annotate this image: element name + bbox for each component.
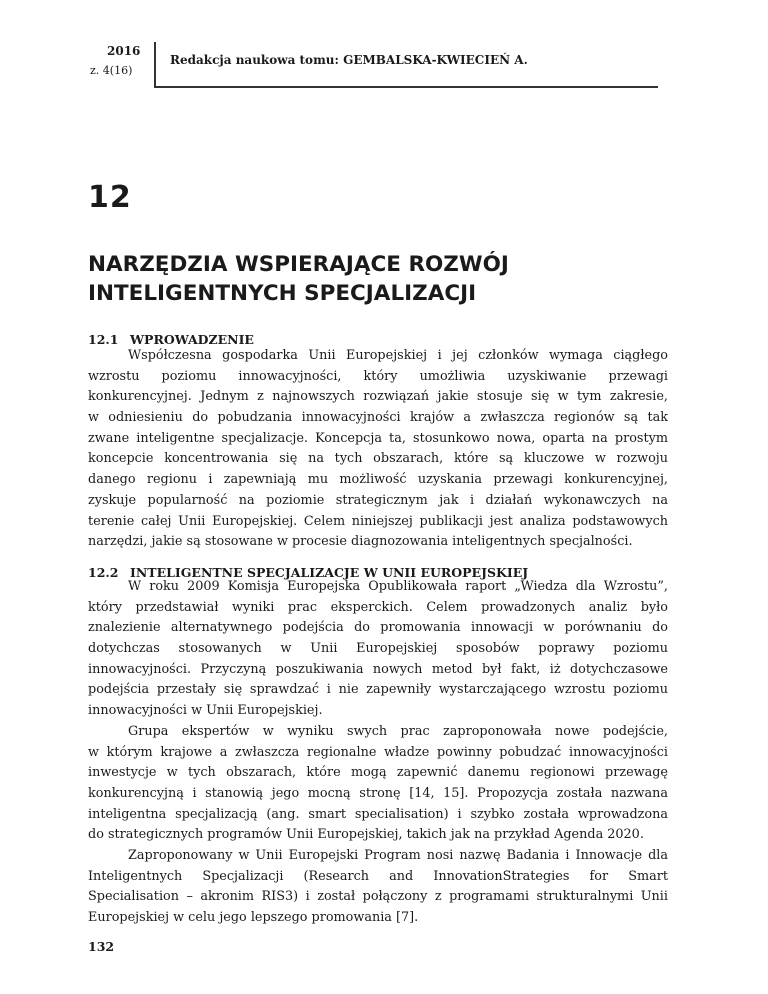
chapter-title-line: INTELIGENTNYCH SPECJALIZACJI xyxy=(88,281,477,306)
header-vertical-rule xyxy=(154,42,156,88)
header-year: 2016 xyxy=(107,44,141,58)
header-title: Redakcja naukowa tomu: GEMBALSKA-KWIECIEŃ A. xyxy=(170,53,528,67)
text-line: w odniesieniu do pobudzania innowacyjności krajów a zwłaszcza regionów są tak xyxy=(88,410,668,426)
text-line: koncepcie koncentrowania się na tych obszarach, które są kluczowe w rozwoju xyxy=(88,451,668,467)
chapter-number: 12 xyxy=(88,180,132,215)
text-line: Grupa ekspertów w wyniku swych prac zaproponowała nowe podejście, xyxy=(128,723,668,739)
chapter-title xyxy=(88,250,688,308)
text-line: inwestycje w tych obszarach, które mogą zapewnić danemu regionowi przewagę xyxy=(88,765,668,781)
text-line: innowacyjności. Przyczyną poszukiwania nowych metod był fakt, iż dotychczasowe xyxy=(88,661,668,677)
running-header xyxy=(84,40,658,88)
paragraph xyxy=(88,577,668,929)
text-line: dotychczas stosowanych w Unii Europejskiej sposobów poprawy poziomu xyxy=(88,641,668,657)
text-line: Współczesna gospodarka Unii Europejskiej i jej członków wymaga ciągłego xyxy=(128,348,668,363)
text-line: W roku 2009 Komisja Europejska Opublikowała raport „Wiedza dla Wzrostu”, xyxy=(128,579,668,594)
section-title: WPROWADZENIE xyxy=(130,332,254,347)
paragraph xyxy=(88,346,668,553)
page-number: 132 xyxy=(88,939,115,954)
text-line: innowacyjności w Unii Europejskiej. xyxy=(88,703,323,719)
text-line: Inteligentnych Specjalizacji (Research and InnovationStrategies for Smart xyxy=(88,868,668,884)
text-line: terenie całej Unii Europejskiej. Celem niniejszej publikacji jest analiza podstawowych xyxy=(88,513,668,529)
chapter-title-line: NARZĘDZIA WSPIERAJĄCE ROZWÓJ xyxy=(88,252,509,277)
text-line: Europejskiej w celu jego lepszego promowania [7]. xyxy=(88,910,419,925)
text-line: inteligentna specjalizacją (ang. smart specialisation) i szybko została wprowadzona xyxy=(88,806,668,822)
section-heading xyxy=(88,332,254,347)
text-line: danego regionu i zapewniają mu możliwość uzyskania przewagi konkurencyjnej, xyxy=(88,472,668,488)
text-line: który przedstawiał wyniki prac eksperckich. Celem prowadzonych analiz było xyxy=(88,599,668,615)
text-line: w którym krajowe a zwłaszcza regionalne władze powinny pobudzać innowacyjności xyxy=(88,744,668,760)
section-number: 12.1 xyxy=(88,332,119,347)
text-line: wzrostu poziomu innowacyjności, który umożliwia uzyskiwanie przewagi xyxy=(88,368,668,384)
text-line: Specialisation – akronim RIS3) i został połączony z programami strukturalnymi Unii xyxy=(88,889,668,905)
header-horizontal-rule xyxy=(154,86,658,88)
text-line: konkurencyjną i stanowią jego mocną stronę [14, 15]. Propozycja została nazwana xyxy=(88,785,668,801)
text-line: zwane inteligentne specjalizacje. Koncepcja ta, stosunkowo nowa, oparta na prostym xyxy=(88,430,668,446)
header-issue: z. 4(16) xyxy=(90,64,133,77)
text-line: narzędzi, jakie są stosowane w procesie diagnozowania inteligentnych specjalności. xyxy=(88,534,633,550)
section-number: 12.2 xyxy=(88,565,119,580)
text-line: konkurencyjnej. Jednym z najnowszych rozwiązań jakie stosuje się w tym zakresie, xyxy=(88,389,668,405)
text-line: znalezienie alternatywnego podejścia do promowania innowacji w porównaniu do xyxy=(88,620,668,636)
text-line: Zaproponowany w Unii Europejski Program nosi nazwę Badania i Innowacje dla xyxy=(128,847,668,863)
text-line: zyskuje popularność na poziomie strategicznym jak i działań wykonawczych na xyxy=(88,492,668,508)
section-title: INTELIGENTNE SPECJALIZACJE W UNII EUROPEJSKIEJ xyxy=(130,565,529,580)
text-line: podejścia przestały się sprawdzać i nie zapewniły wystarczającego wzrostu poziomu xyxy=(88,682,668,698)
text-line: do strategicznych programów Unii Europejskiej, takich jak na przykład Agenda 2020. xyxy=(88,827,644,843)
